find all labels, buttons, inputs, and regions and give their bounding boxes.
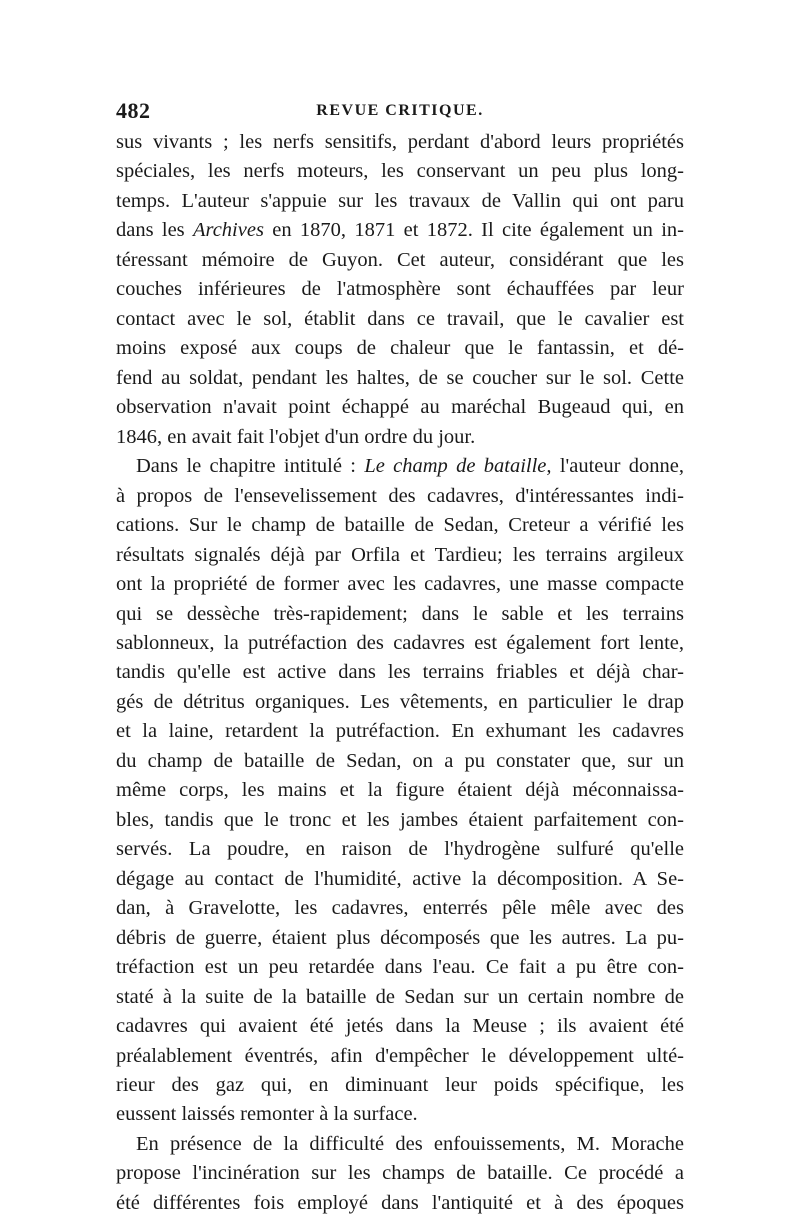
text-line: résultats signalés déjà par Orfila et Tardieu; les terrains argileux [116,543,684,566]
text-span: dans les [116,219,185,242]
text-line: ont la propriété de former avec les cadavres, une masse compacte [116,573,684,596]
text-line: temps. L'auteur s'appuie sur les travaux de Vallin qui ont paru [116,189,684,212]
text-line: bles, tandis que le tronc et les jambes étaient parfaitement con- [116,808,684,831]
running-title: REVUE CRITIQUE. [316,102,484,119]
text-line [116,216,684,245]
text-line: téressant mémoire de Guyon. Cet auteur, considérant que les [116,248,684,271]
text-line: préalablement éventrés, afin d'empêcher le développement ulté- [116,1044,684,1067]
text-line: observation n'avait point échappé au maréchal Bugeaud qui, en [116,396,684,419]
text-line: du champ de bataille de Sedan, on a pu constater que, sur un [116,749,684,772]
text-line: cations. Sur le champ de bataille de Sedan, Creteur a vérifié les [116,514,684,537]
text-line: gés de détritus organiques. Les vêtements, en particulier le drap [116,690,684,713]
text-line: dégage au contact de l'humidité, active la décomposition. A Se- [116,867,684,890]
page-header [116,98,684,128]
page-number: 482 [116,98,151,123]
text-line: propose l'incinération sur les champs de bataille. Ce procédé a [116,1162,684,1185]
text-line: cadavres qui avaient été jetés dans la Meuse ; ils avaient été [116,1015,684,1038]
text-line: contact avec le sol, établit dans ce travail, que le cavalier est [116,307,684,330]
text-line: débris de guerre, étaient plus décomposés que les autres. La pu- [116,926,684,949]
text-line: tréfaction est un peu retardée dans l'eau. Ce fait a pu être con- [116,956,684,979]
body-text [116,128,684,1218]
text-line: sablonneux, la putréfaction des cadavres est également fort lente, [116,631,684,654]
text-line: sus vivants ; les nerfs sensitifs, perdant d'abord leurs propriétés [116,131,684,153]
text-line: staté à la suite de la bataille de Sedan sur un certain nombre de [116,985,684,1008]
text-line: qui se dessèche très-rapidement; dans le sable et les terrains [116,602,684,625]
text-line: été différentes fois employé dans l'antiquité et à des époques [116,1191,684,1214]
text-line: moins exposé aux coups de chaleur que le fantassin, et dé- [116,337,684,360]
text-span: en 1870, 1871 et 1872. Il cite également un in- [272,219,685,242]
text-line [116,452,684,481]
text-line: 1846, en avait fait l'objet d'un ordre du jour. [116,425,476,448]
text-line: En présence de la difficulté des enfouissements, M. Morache [136,1132,684,1155]
text-line: tandis qu'elle est active dans les terrains friables et déjà char- [116,661,684,684]
text-line: eussent laissés remonter à la surface. [116,1103,418,1126]
text-span: Dans le chapitre intitulé : [136,455,356,478]
text-line: et la laine, retardent la putréfaction. En exhumant les cadavres [116,720,684,743]
text-line: même corps, les mains et la figure étaient déjà méconnaissa- [116,779,684,802]
text-line: rieur des gaz qui, en diminuant leur poids spécifique, les [116,1074,684,1096]
text-line: servés. La poudre, en raison de l'hydrogène sulfuré qu'elle [116,838,684,861]
text-line: fend au soldat, pendant les haltes, de se coucher sur le sol. Cette [116,366,684,389]
text-line: à propos de l'ensevelissement des cadavres, d'intéressantes indi- [116,484,684,507]
text-line: spéciales, les nerfs moteurs, les conservant un peu plus long- [116,160,684,183]
italic-title-champ-de-bataille: Le champ de bataille, [364,455,552,478]
text-span: l'auteur donne, [559,455,685,478]
italic-title-archives: Archives [192,219,264,242]
text-line: dan, à Gravelotte, les cadavres, enterrés pêle mêle avec des [116,897,684,920]
text-line: couches inférieures de l'atmosphère sont échauffées par leur [116,278,684,301]
